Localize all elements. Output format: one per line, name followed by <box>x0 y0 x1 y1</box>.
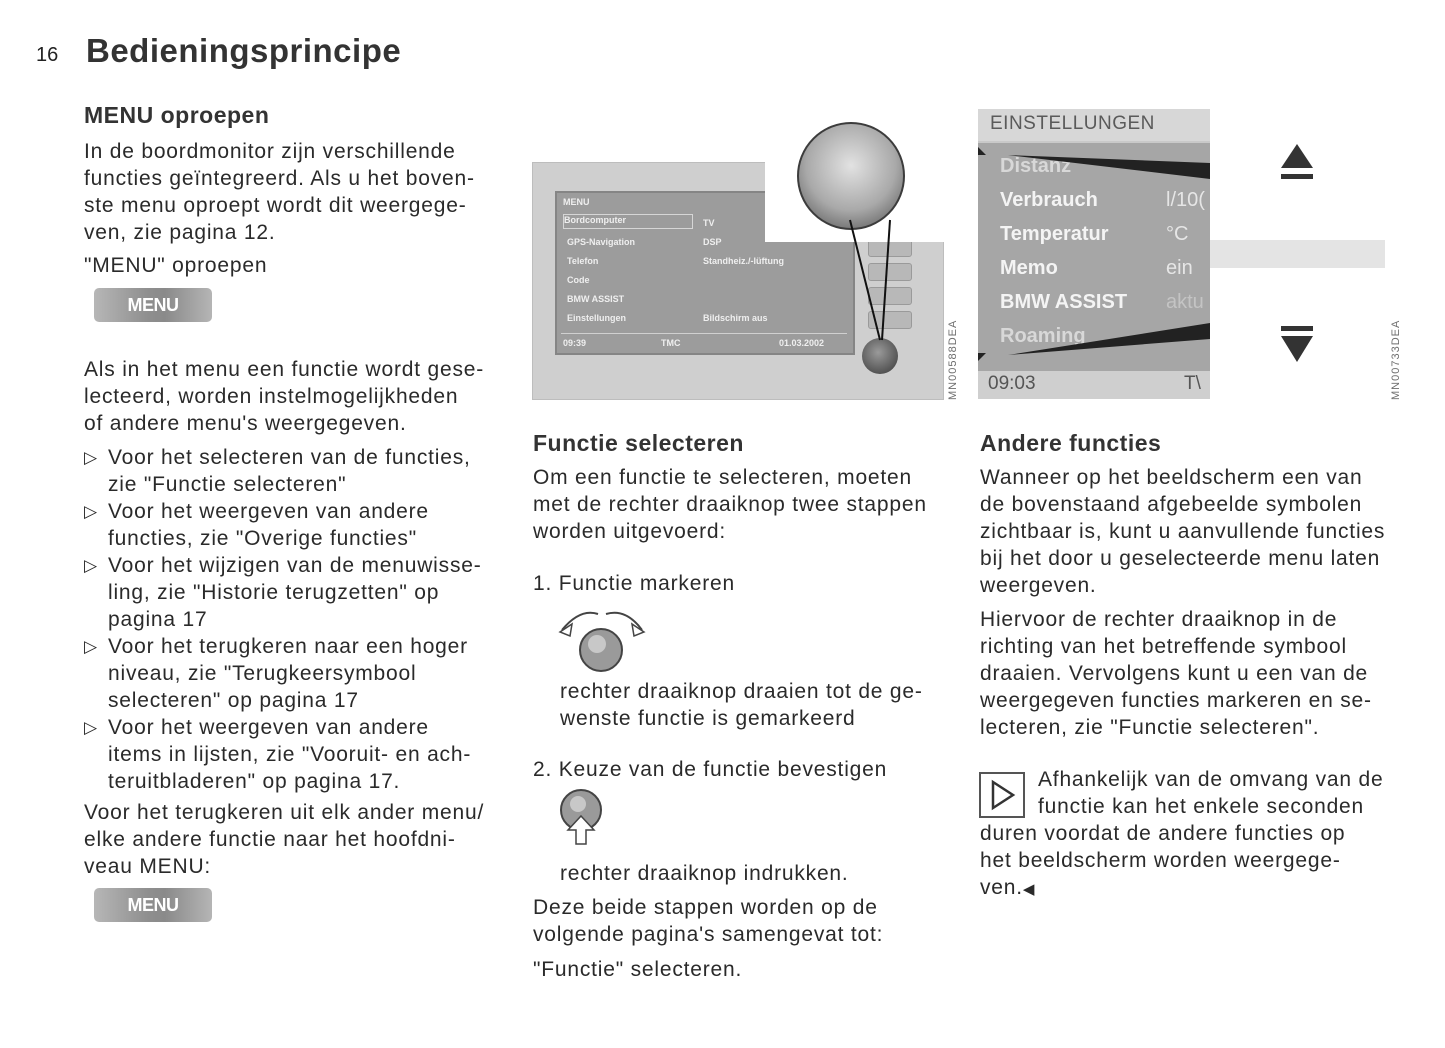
list-item: ▷ Voor het weergeven van andere items in lijsten, zie "Vooruit- en ach- teruitbladeren" op pagina 17. <box>84 716 472 793</box>
menu-item-highlighted: Bordcomputer <box>563 214 693 229</box>
text-line: of andere menu's weergegeven. <box>84 412 407 435</box>
settings-value: ein <box>1166 257 1193 279</box>
text-line: Voor het terugkeren uit elk ander menu/ <box>84 801 485 824</box>
settings-title: EINSTELLUNGEN <box>990 113 1155 134</box>
text-line: Afhankelijk van de omvang van de <box>1038 768 1384 791</box>
select-intro <box>533 464 963 545</box>
menu-item: TV <box>703 218 715 228</box>
summary-paragraph <box>533 894 963 948</box>
text-line: rechter draaiknop draaien tot de ge- <box>560 680 923 703</box>
other-paragraph-2 <box>980 606 1410 741</box>
settings-item: Roaming <box>1000 325 1086 347</box>
page-number: 16 <box>36 44 59 66</box>
return-paragraph <box>84 799 514 880</box>
settings-screen-image <box>978 109 1210 399</box>
section-heading-select: Functie selecteren <box>533 430 744 456</box>
text-line: lecteerd, worden instelmogelijkheden <box>84 385 459 408</box>
text-line: Wanneer op het beeldscherm een van <box>980 466 1363 489</box>
menu-button-return: MENU <box>94 888 212 922</box>
settings-value: l/10( <box>1166 189 1205 211</box>
text-line: ven, zie pagina 12. <box>84 221 276 244</box>
step-1: 1. Functie markeren <box>533 572 735 595</box>
highlight-band <box>1210 240 1385 268</box>
status-date: 01.03.2002 <box>779 338 825 348</box>
menu-item: Code <box>567 275 590 285</box>
text-line: ven.◀ <box>980 876 1036 899</box>
settings-value: °C <box>1166 223 1189 245</box>
triangle-icon: ▷ <box>84 556 98 575</box>
text-line: zichtbaar is, kunt u aanvullende functies <box>980 520 1386 543</box>
triangle-icon: ▷ <box>84 718 98 737</box>
settings-item: Distanz <box>1000 155 1072 177</box>
settings-item: Temperatur <box>1000 223 1109 245</box>
call-menu-text: "MENU" oproepen <box>84 254 268 277</box>
step-2-description: rechter draaiknop indrukken. <box>560 862 849 885</box>
text-line: Als in het menu een functie wordt gese- <box>84 358 485 381</box>
step-1-description <box>560 678 960 732</box>
text-line: wenste functie is gemarkeerd <box>560 707 856 730</box>
list-item: ▷ Voor het selecteren van de functies, zie "Functie selecteren" <box>84 446 471 496</box>
menu-item: Telefon <box>567 256 599 266</box>
text-line: weergegeven functies markeren en se- <box>980 689 1372 712</box>
triangle-icon: ▷ <box>84 448 98 467</box>
list-item: ▷ Voor het weergeven van andere functies, zie "Overige functies" <box>84 500 429 550</box>
text-line: het beeldscherm worden weergege- <box>980 849 1341 872</box>
triangle-icon: ▷ <box>84 637 98 656</box>
text-line: draaien. Vervolgens kunt u een van de <box>980 662 1369 685</box>
text-line: In de boordmonitor zijn verschillende <box>84 140 456 163</box>
settings-item: Verbrauch <box>1000 189 1098 211</box>
settings-item: BMW ASSIST <box>1000 291 1128 313</box>
press-knob-icon <box>556 786 608 852</box>
zoom-pointer-lines <box>840 200 900 350</box>
select-paragraph <box>84 356 514 437</box>
menu-item: Einstellungen <box>567 313 627 323</box>
text-line: bij het door u geselecteerde menu laten <box>980 547 1381 570</box>
menu-item: DSP <box>703 237 722 247</box>
menu-item: BMW ASSIST <box>567 294 625 304</box>
intro-paragraph <box>84 138 514 246</box>
settings-value: aktu <box>1166 291 1204 313</box>
text-line: lecteren, zie "Functie selecteren". <box>980 716 1320 739</box>
text-line: duren voordat de andere functies op <box>980 822 1346 845</box>
image-code: MN00588DEA <box>947 319 959 400</box>
text-line: functie kan het enkele seconden <box>1038 795 1365 818</box>
list-item: ▷ Voor het wijzigen van de menuwisse- ling, zie "Historie terugzetten" op pagina 17 <box>84 554 482 631</box>
menu-item: Standheiz./-lüftung <box>703 256 784 266</box>
summary-select: "Functie" selecteren. <box>533 958 743 981</box>
function-list <box>84 444 514 795</box>
settings-item: Memo <box>1000 257 1058 279</box>
text-line: de bovenstaand afgebeelde symbolen <box>980 493 1363 516</box>
other-paragraph-1 <box>980 464 1410 599</box>
text-line: ste menu oproept wordt dit weergege- <box>84 194 467 217</box>
menu-button: MENU <box>94 288 212 322</box>
text-line: volgende pagina's samengevat tot: <box>533 923 884 946</box>
text-line: met de rechter draaiknop twee stappen <box>533 493 927 516</box>
rotate-knob-icon <box>556 604 648 672</box>
image-code-2: MN00733DEA <box>1390 319 1402 400</box>
status-time: 09:39 <box>563 338 587 348</box>
text-line: functies geïntegreerd. Als u het boven- <box>84 167 475 190</box>
status-tmc: TMC <box>661 338 681 348</box>
triangle-icon: ▷ <box>84 502 98 521</box>
list-item: ▷ Voor het terugkeren naar een hoger niveau, zie "Terugkeersymbool selecteren" op pagina 17 <box>84 635 468 712</box>
scroll-up-icon <box>1277 140 1317 189</box>
text-line: Deze beide stappen worden op de <box>533 896 878 919</box>
menu-item: GPS-Navigation <box>567 237 636 247</box>
text-line: worden uitgevoerd: <box>533 520 727 543</box>
text-line: richting van het betreffende symbool <box>980 635 1347 658</box>
settings-status-bar <box>978 371 1210 399</box>
section-heading-menu: MENU oproepen <box>84 102 270 128</box>
text-line: veau MENU: <box>84 855 212 878</box>
menu-title: MENU <box>563 197 590 207</box>
settings-header <box>978 109 1210 141</box>
menu-item: Bildschirm aus <box>703 313 768 323</box>
wedge-markers <box>978 143 1210 373</box>
scroll-down-icon <box>1277 322 1317 371</box>
note-lines <box>1038 766 1418 820</box>
text-line: Om een functie te selecteren, moeten <box>533 466 912 489</box>
section-heading-other: Andere functies <box>980 430 1162 456</box>
text-line: elke andere functie naar het hoofdni- <box>84 828 456 851</box>
note-icon <box>979 772 1025 818</box>
page-title: Bedieningsprincipe <box>86 32 402 69</box>
text-line: weergeven. <box>980 574 1097 597</box>
end-mark-icon: ◀ <box>1022 881 1036 898</box>
settings-time: 09:03 <box>988 373 1036 394</box>
text-line: Hiervoor de rechter draaiknop in de <box>980 608 1338 631</box>
step-2: 2. Keuze van de functie bevestigen <box>533 758 888 781</box>
settings-tmc: T\ <box>1184 373 1201 394</box>
note-rest <box>980 820 1410 903</box>
